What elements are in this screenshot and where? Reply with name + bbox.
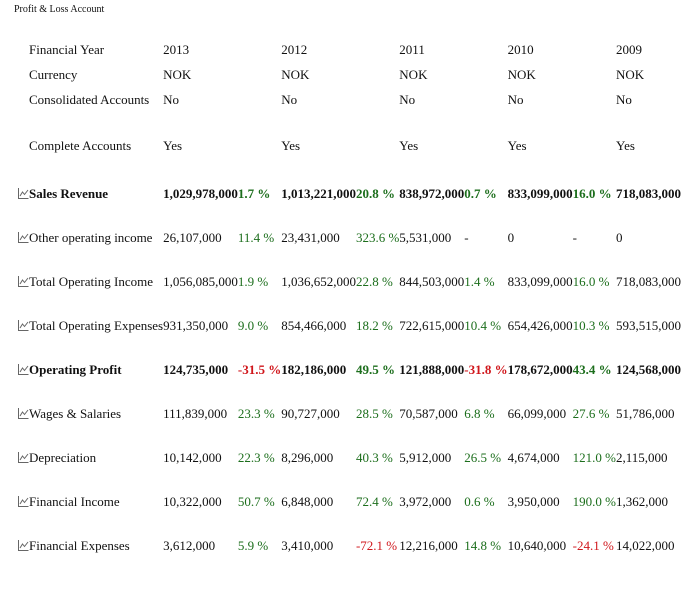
change-percent: -31.8 % [464, 362, 508, 377]
row-value: 182,186,000 [281, 362, 347, 377]
change-percent: 121.0 % [572, 450, 616, 465]
change-percent: 40.3 % [355, 450, 393, 465]
change-percent: 323.6 % [355, 230, 400, 245]
row-value: 10,142,000 [163, 450, 222, 465]
row-label: Sales Revenue [29, 186, 109, 201]
change-percent: - [572, 230, 577, 245]
line-chart-icon[interactable] [18, 364, 29, 375]
row-value: 0 [507, 230, 515, 245]
header-value: NOK [507, 67, 536, 82]
row-label: Wages & Salaries [29, 406, 122, 421]
header-row [12, 90, 681, 136]
row-value: 593,515,000 [615, 318, 681, 333]
change-percent: 1.4 % [464, 274, 495, 289]
header-value: Yes [163, 138, 183, 153]
icon-spacer [12, 136, 29, 182]
row-value: 833,099,000 [507, 186, 573, 201]
table-row [12, 360, 681, 404]
chart-cell[interactable] [12, 492, 29, 536]
change-percent: 10.3 % [572, 318, 610, 333]
table-row [12, 228, 681, 272]
header-value: No [163, 92, 179, 107]
row-value: 3,612,000 [163, 538, 216, 553]
table-row [12, 182, 681, 228]
change-percent: -72.1 % [355, 538, 398, 553]
change-percent: 22.8 % [355, 274, 393, 289]
change-percent: -31.5 % [237, 362, 282, 377]
line-chart-icon[interactable] [18, 452, 29, 463]
page-title: Profit & Loss Account [14, 4, 105, 15]
row-label: Other operating income [29, 230, 153, 245]
change-percent: 14.8 % [464, 538, 502, 553]
row-label: Financial Income [29, 494, 120, 509]
row-value: 5,912,000 [399, 450, 452, 465]
row-value: 26,107,000 [163, 230, 222, 245]
header-value: 2009 [615, 42, 642, 57]
row-label: Depreciation [29, 450, 97, 465]
row-label: Financial Expenses [29, 538, 130, 553]
row-value: 66,099,000 [507, 406, 567, 421]
row-value: 722,615,000 [399, 318, 465, 333]
row-value: 3,950,000 [507, 494, 560, 509]
change-percent: -24.1 % [572, 538, 614, 553]
change-percent: 26.5 % [464, 450, 502, 465]
row-label: Total Operating Expenses [29, 318, 164, 333]
table-row [12, 272, 681, 316]
header-value: NOK [399, 67, 428, 82]
change-percent: 6.8 % [464, 406, 495, 421]
change-percent: 1.9 % [237, 274, 269, 289]
change-percent: 1.7 % [237, 186, 271, 201]
chart-cell[interactable] [12, 536, 29, 580]
change-percent: 18.2 % [355, 318, 393, 333]
row-value: 2,115,000 [615, 450, 668, 465]
change-percent: 72.4 % [355, 494, 393, 509]
change-percent: 22.3 % [237, 450, 275, 465]
profit-loss-table [12, 40, 681, 580]
chart-cell[interactable] [12, 448, 29, 492]
row-value: 1,013,221,000 [281, 186, 356, 201]
row-value: 833,099,000 [507, 274, 573, 289]
row-value: 1,362,000 [615, 494, 668, 509]
row-value: 3,410,000 [281, 538, 334, 553]
header-value: NOK [615, 67, 645, 82]
row-value: 10,322,000 [163, 494, 222, 509]
header-row [12, 136, 681, 182]
header-value: 2012 [281, 42, 308, 57]
change-percent: 50.7 % [237, 494, 275, 509]
header-value: Yes [615, 138, 635, 153]
change-percent: 23.3 % [237, 406, 275, 421]
header-value: No [399, 92, 416, 107]
row-value: 854,466,000 [281, 318, 347, 333]
row-value: 14,022,000 [615, 538, 675, 553]
header-label: Complete Accounts [29, 138, 132, 153]
chart-cell[interactable] [12, 360, 29, 404]
row-value: 23,431,000 [281, 230, 340, 245]
chart-cell[interactable] [12, 228, 29, 272]
table-row [12, 448, 681, 492]
line-chart-icon[interactable] [18, 540, 29, 551]
table-row [12, 404, 681, 448]
header-value: Yes [281, 138, 301, 153]
change-percent: 28.5 % [355, 406, 393, 421]
change-percent: 10.4 % [464, 318, 502, 333]
row-value: 1,056,085,000 [163, 274, 238, 289]
chart-cell[interactable] [12, 182, 29, 228]
header-value: No [507, 92, 524, 107]
row-value: 718,083,000 [615, 186, 681, 201]
change-percent: 0.7 % [464, 186, 497, 201]
header-value: 2013 [163, 42, 190, 57]
row-value: 178,672,000 [507, 362, 573, 377]
change-percent: 0.6 % [464, 494, 495, 509]
change-percent: 5.9 % [237, 538, 269, 553]
change-percent: 16.0 % [572, 274, 610, 289]
icon-spacer [12, 40, 29, 65]
line-chart-icon[interactable] [18, 496, 29, 507]
row-value: 12,216,000 [399, 538, 458, 553]
row-value: 4,674,000 [507, 450, 560, 465]
header-value: 2010 [507, 42, 534, 57]
header-label: Financial Year [29, 42, 105, 57]
header-value: Yes [507, 138, 527, 153]
row-value: 111,839,000 [163, 406, 228, 421]
header-value: NOK [281, 67, 310, 82]
line-chart-icon[interactable] [18, 276, 29, 287]
row-value: 0 [615, 230, 623, 245]
row-value: 70,587,000 [399, 406, 458, 421]
chart-cell[interactable] [12, 404, 29, 448]
header-value: No [615, 92, 632, 107]
header-label: Consolidated Accounts [29, 92, 150, 107]
chart-cell[interactable] [12, 316, 29, 360]
change-percent: 16.0 % [572, 186, 612, 201]
table-row [12, 492, 681, 536]
header-value: Yes [399, 138, 419, 153]
header-value: 2011 [399, 42, 425, 57]
row-value: 3,972,000 [399, 494, 452, 509]
change-percent: 20.8 % [355, 186, 395, 201]
row-value: 51,786,000 [615, 406, 675, 421]
line-chart-icon[interactable] [18, 408, 29, 419]
row-value: 10,640,000 [507, 538, 567, 553]
row-value: 718,083,000 [615, 274, 681, 289]
row-value: 1,029,978,000 [163, 186, 238, 201]
header-row [12, 40, 681, 65]
header-row [12, 65, 681, 90]
change-percent: 49.5 % [355, 362, 395, 377]
header-value: No [281, 92, 298, 107]
row-value: 1,036,652,000 [281, 274, 356, 289]
table-row [12, 536, 681, 580]
row-value: 5,531,000 [399, 230, 452, 245]
change-percent: 9.0 % [237, 318, 269, 333]
icon-spacer [12, 65, 29, 90]
change-percent: - [464, 230, 469, 245]
row-value: 124,568,000 [615, 362, 681, 377]
row-value: 121,888,000 [399, 362, 465, 377]
line-chart-icon[interactable] [18, 232, 29, 243]
row-value: 90,727,000 [281, 406, 340, 421]
change-percent: 43.4 % [572, 362, 612, 377]
chart-cell[interactable] [12, 272, 29, 316]
header-label: Currency [29, 67, 78, 82]
icon-spacer [12, 90, 29, 136]
change-percent: 27.6 % [572, 406, 610, 421]
change-percent: 190.0 % [572, 494, 616, 509]
row-value: 654,426,000 [507, 318, 573, 333]
table-row [12, 316, 681, 360]
row-value: 124,735,000 [163, 362, 229, 377]
row-value: 6,848,000 [281, 494, 334, 509]
row-value: 931,350,000 [163, 318, 229, 333]
line-chart-icon[interactable] [18, 320, 29, 331]
table-body [12, 40, 681, 580]
line-chart-icon[interactable] [18, 188, 29, 199]
header-value: NOK [163, 67, 192, 82]
row-value: 838,972,000 [399, 186, 465, 201]
row-value: 8,296,000 [281, 450, 334, 465]
row-label: Operating Profit [29, 362, 122, 377]
change-percent: 11.4 % [237, 230, 275, 245]
row-value: 844,503,000 [399, 274, 465, 289]
row-label: Total Operating Income [29, 274, 153, 289]
